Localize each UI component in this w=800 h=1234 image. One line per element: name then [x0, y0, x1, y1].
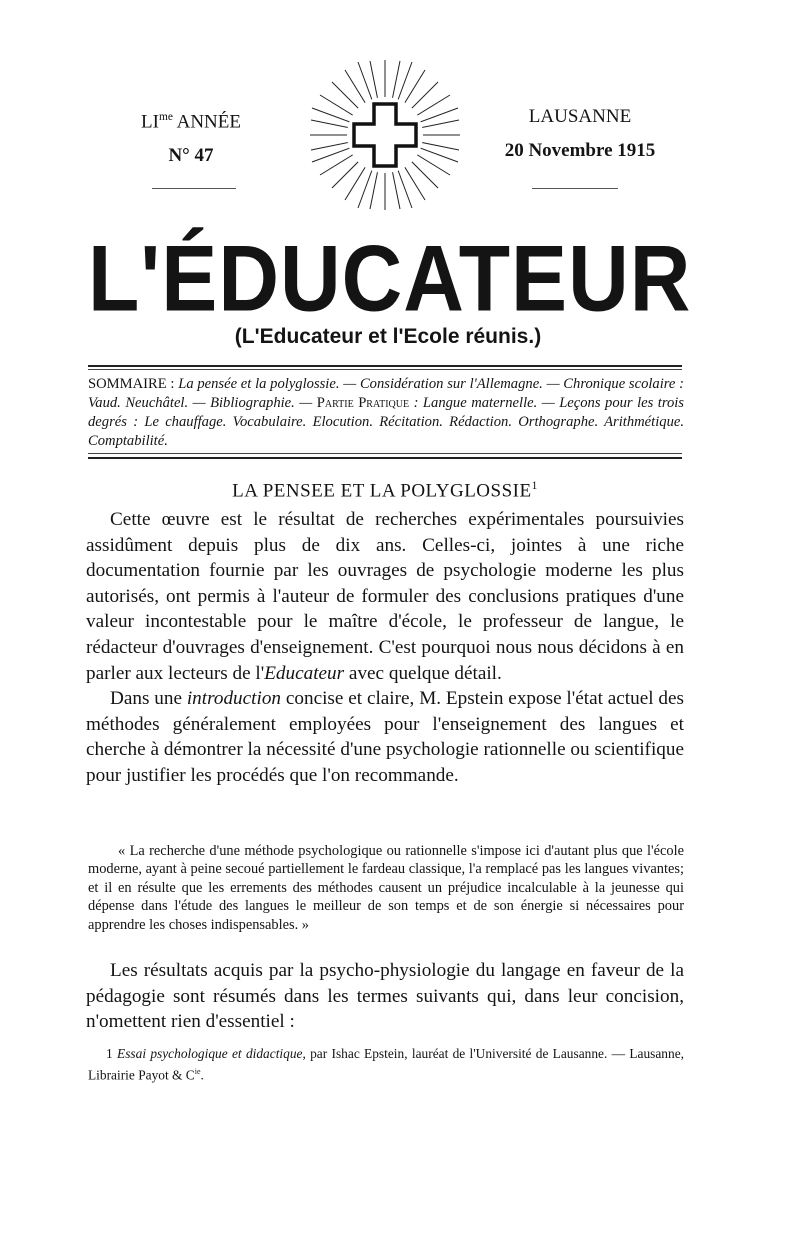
- sommaire: [88, 375, 684, 451]
- article-title-text: LA PENSEE ET LA POLYGLOSSIE: [232, 480, 532, 502]
- sommaire-part1: La pensée et la polyglossie. — Considération sur l'Allemagne. — Chronique scolaire : Vaud. Neuchâtel. — Bibliographie. —: [88, 376, 684, 411]
- article-body-2: [86, 958, 684, 1035]
- sommaire-bottom-rule: [88, 457, 682, 459]
- footnote-end: .: [200, 1066, 204, 1082]
- header-right: [470, 100, 690, 168]
- sommaire-top-rule-thin: [88, 369, 682, 370]
- footnote-sup: ie: [194, 1066, 201, 1076]
- city-label: LAUSANNE: [528, 106, 632, 127]
- header-right-rule: [532, 188, 618, 189]
- article-body: [86, 507, 684, 789]
- paragraph-3: Les résultats acquis par la psycho-physiologie du langage en faveur de la pédagogie sont résumés dans les termes suivants qui, dans leur concision, n'omettent rien d'essentiel :: [86, 960, 684, 1033]
- masthead-subtitle: (L'Educateur et l'Ecole réunis.): [234, 325, 542, 348]
- sommaire-bottom-rule-thin: [88, 453, 682, 454]
- footnote-text: , par Ishac Epstein, lauréat de l'Université de Lausanne. — Lausanne, Librairie Payot & C: [88, 1046, 684, 1082]
- footnote-number: 1: [106, 1046, 113, 1061]
- article-title: [88, 480, 682, 502]
- paragraph-1: Cette œuvre est le résultat de recherches expérimentales poursuivies assidûment depuis plus de dix ans. Celles-ci, jointes à une riche documentation fournie par les ouvrages de psychologie moderne les plus autorisés, ont permis à l'auteur de formuler des conclusions pratiques d'une valeur incontestable pour le maître d'école, le professeur de langue, le rédacteur d'ouvrages d'enseignement. C'est pourquoi nous nous décidons à en parler aux lecteurs de l'Educateur avec quelque détail.: [86, 509, 684, 684]
- issue-date: 20 Novembre 1915: [504, 140, 656, 161]
- paragraph-2: Dans une introduction concise et claire, M. Epstein expose l'état actuel des méthodes généralement employées pour l'enseignement des langues et cherche à démontrer la nécessité d'une psychologie rationnelle ou scientifique pour justifier les procédés que l'on recommande.: [86, 688, 684, 786]
- footnote-title: Essai psychologique et didactique: [117, 1046, 303, 1061]
- year-label: $LI^{me}$ ANNÉE: [141, 111, 241, 133]
- quote-block: « La recherche d'une méthode psychologique ou rationnelle s'impose ici d'autant plus que l'école moderne, ayant à peine secoué partiellement le fardeau classique, l'a remplacé pas les langues vivantes; et il en résulte que les errements des méthodes causent un préjudice incalculable à la jeunesse qui dépense dans l'étude des langues le meilleur de son temps et de son énergie si nécessaires pour apprendre les choses indispensables. »: [88, 843, 684, 933]
- footnote-ref: 1: [531, 480, 538, 492]
- sommaire-part2: : Langue maternelle. — Leçons pour les trois degrés : Le chauffage. Vocabulaire. Elocution. Récitation. Rédaction. Orthographe. Arithmétique. Comptabilité.: [88, 395, 684, 449]
- masthead-title: L'ÉDUCATEUR: [88, 225, 692, 331]
- header-left-rule: [152, 188, 236, 189]
- swiss-cross-emblem-icon: [310, 60, 460, 210]
- sommaire-label: SOMMAIRE :: [88, 376, 179, 392]
- issue-number: N° 47: [168, 145, 214, 167]
- footnote: [88, 1045, 684, 1083]
- header-left: [116, 100, 266, 173]
- sommaire-top-rule: [88, 365, 682, 367]
- sommaire-partie-pratique: Partie Pratique: [316, 395, 410, 411]
